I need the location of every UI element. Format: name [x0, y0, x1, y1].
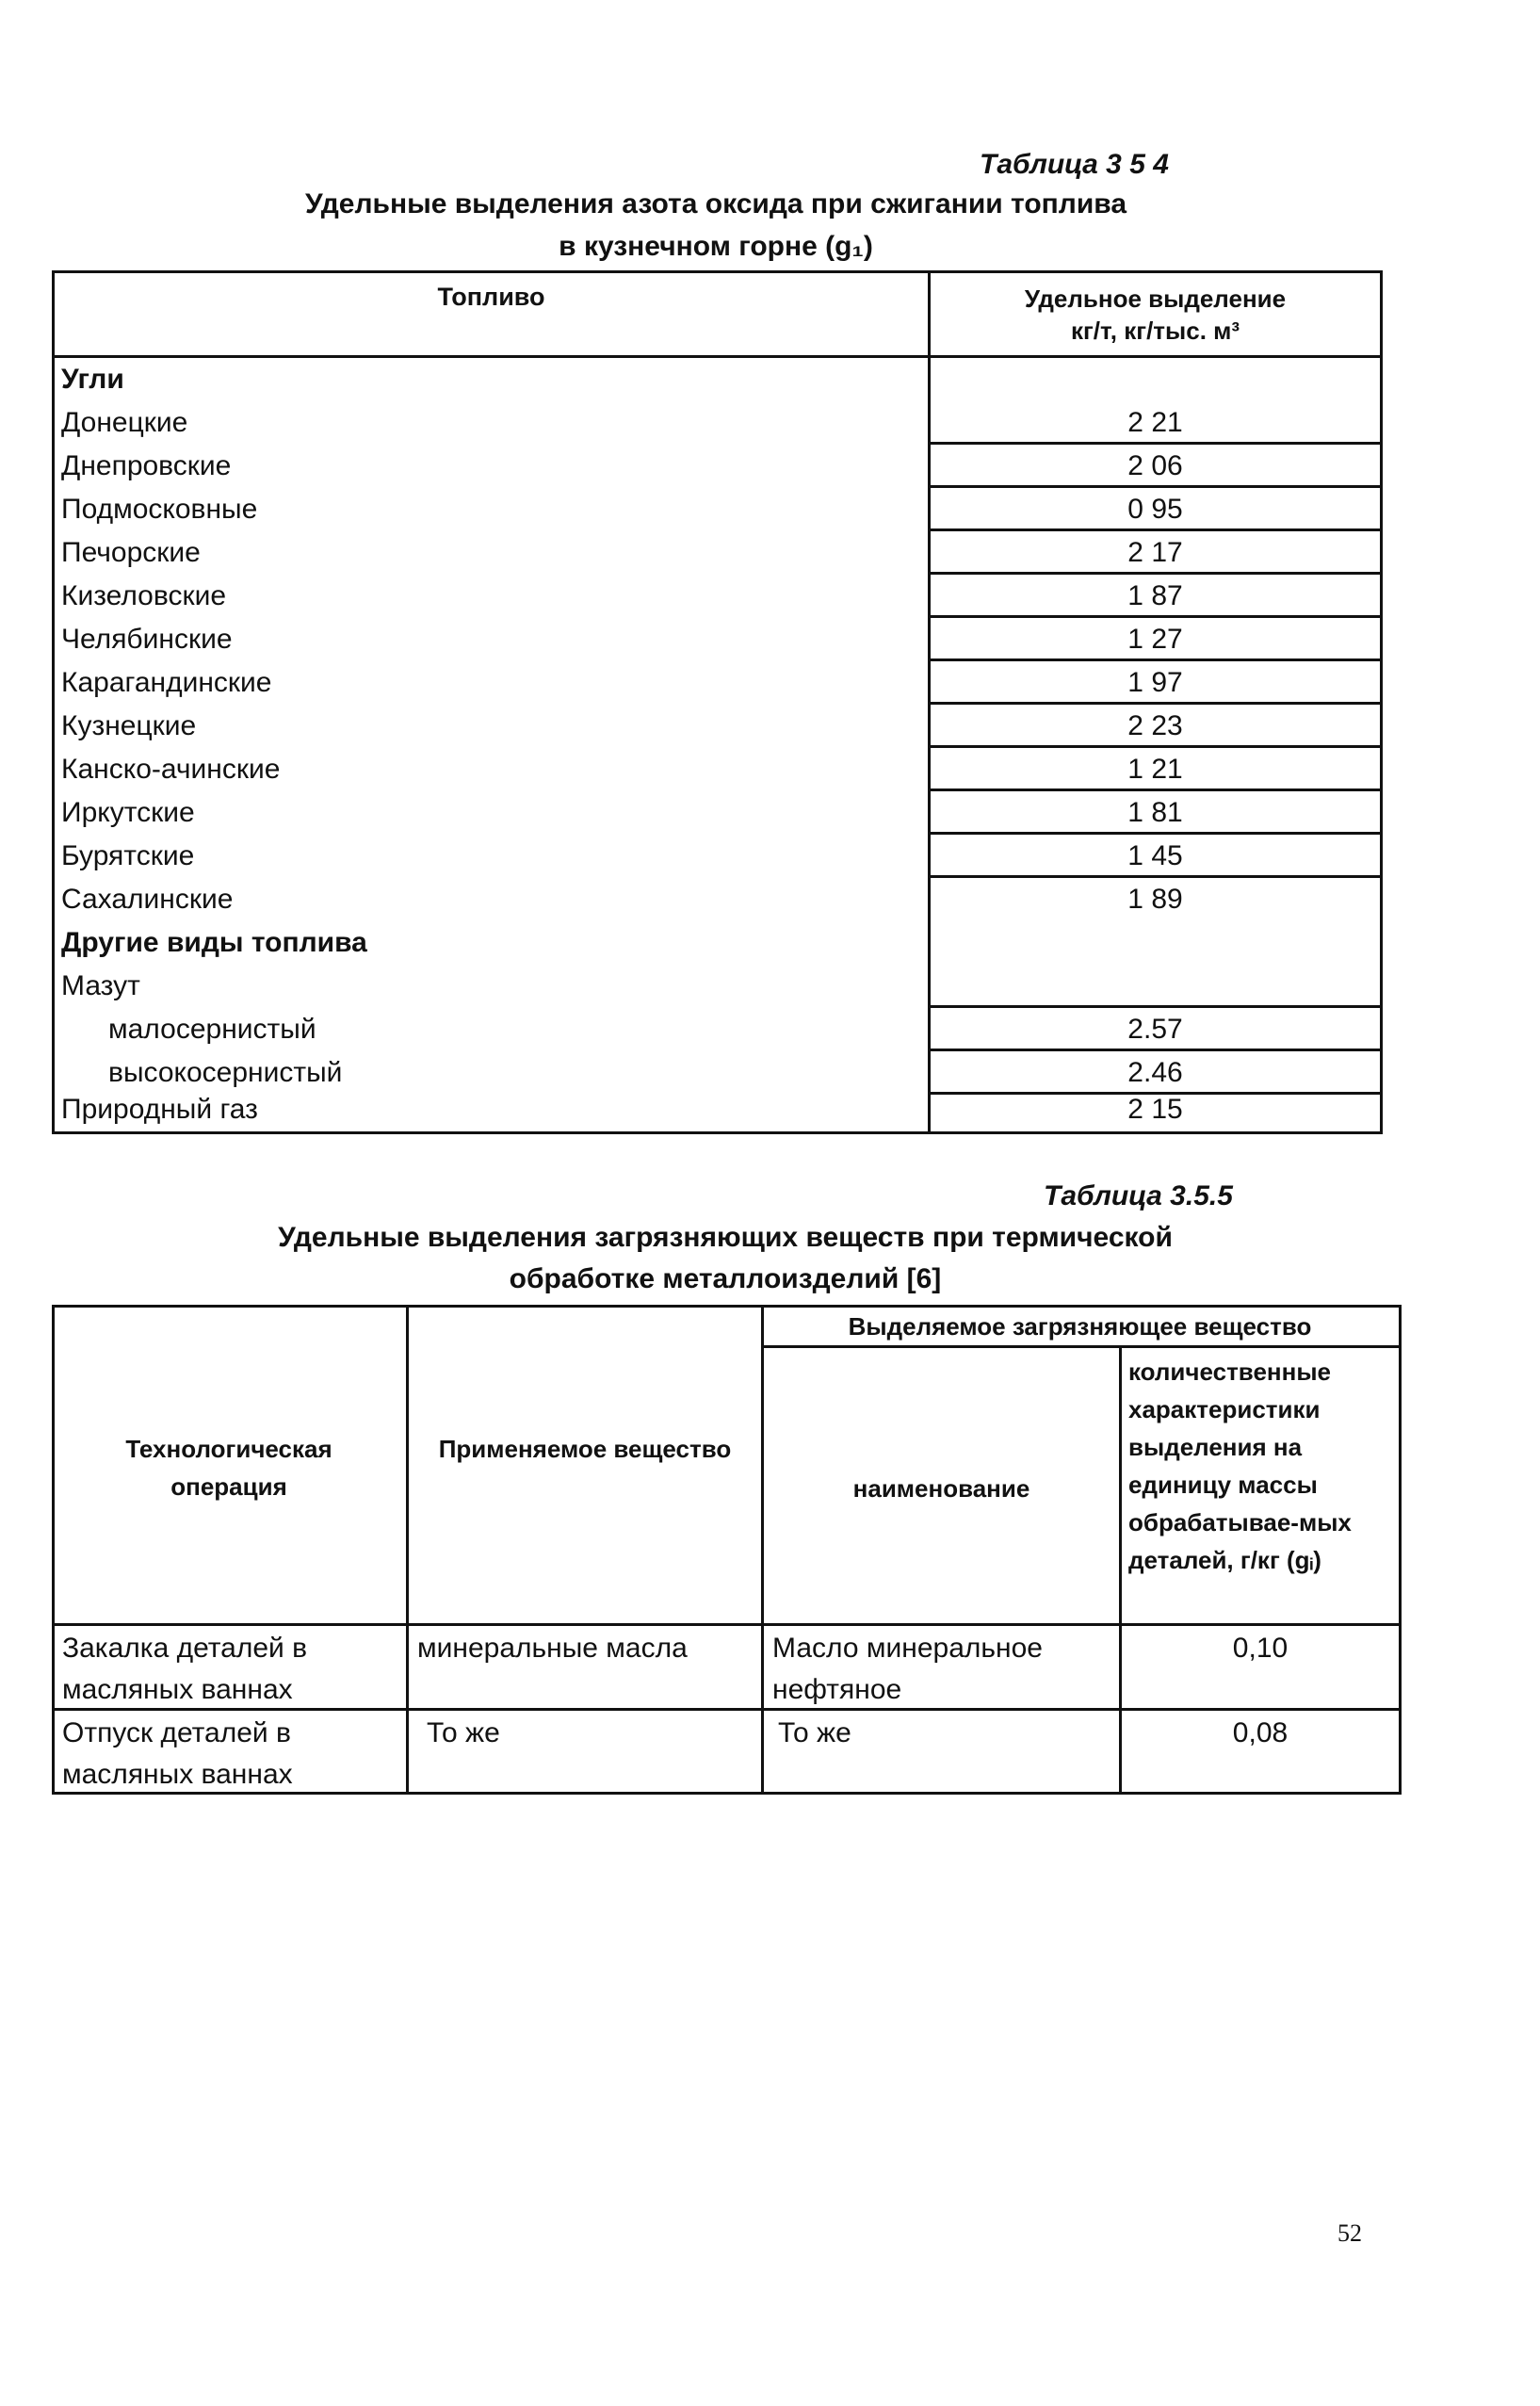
fuel-value: 2 21 [1127, 407, 1183, 438]
fuel-name: малосернистый [108, 1014, 316, 1045]
page-number: 52 [1337, 2219, 1362, 2247]
table-row [55, 531, 1380, 575]
fuel-name: Другие виды топлива [61, 927, 367, 958]
fuel-value: 2 15 [1127, 1094, 1183, 1125]
table2-title-line2: обработке металлоизделий [6] [509, 1263, 942, 1294]
header-substance: Применяемое вещество [438, 1435, 732, 1463]
table-row [55, 748, 1380, 791]
col-header-value-line2: кг/т, кг/тыс. м³ [1070, 317, 1240, 345]
fuel-name: Природный газ [61, 1094, 258, 1125]
fuel-name: Иркутские [61, 797, 195, 828]
cell-pollutant: То же [778, 1717, 851, 1748]
cell-pollutant: Масло минеральное нефтяное [772, 1633, 1043, 1705]
fuel-value: 1 27 [1127, 624, 1183, 655]
header-operation: Технологическая операция [125, 1435, 332, 1501]
fuel-name: Днепровские [61, 450, 232, 481]
table-row [55, 835, 1380, 878]
header-pollutant-name: наименование [852, 1474, 1030, 1503]
table-row [55, 445, 1380, 488]
fuel-value: 1 87 [1127, 580, 1183, 611]
table1-header [55, 273, 1380, 358]
fuel-name: Бурятские [61, 840, 195, 871]
fuel-value: 0 95 [1127, 494, 1183, 525]
fuel-name: Карагандинские [61, 667, 272, 698]
fuel-name: Челябинские [61, 624, 233, 655]
table1-label: Таблица 3 5 4 [980, 149, 1169, 180]
fuel-value: 2.57 [1127, 1014, 1183, 1045]
table2-title-line1: Удельные выделения загрязняющих веществ при термической [278, 1222, 1173, 1253]
table-row [55, 921, 1380, 965]
table1-title-line2: в кузнечном горне (g₁) [559, 231, 873, 262]
table-row [55, 661, 1380, 705]
fuel-name: Донецкие [61, 407, 188, 438]
fuel-name: Угли [61, 364, 124, 395]
table-row [55, 705, 1380, 748]
fuel-name: Печорские [61, 537, 201, 568]
header-quantity: количественные характеристики выделения на единицу массы обрабатывае-мых деталей, г/кг (gᵢ) [1128, 1357, 1352, 1574]
table-row [55, 358, 1380, 401]
table-row [55, 488, 1380, 531]
table-row [55, 618, 1380, 661]
table-row [55, 878, 1380, 921]
fuel-value: 1 97 [1127, 667, 1183, 698]
table1-title-line1: Удельные выделения азота оксида при сжигании топлива [304, 188, 1127, 219]
col-header-value-line1: Удельное выделение [1024, 284, 1287, 313]
table-row [55, 1008, 1380, 1051]
cell-value: 0,08 [1232, 1717, 1289, 1748]
fuel-name: Подмосковные [61, 494, 258, 525]
col-header-value [931, 283, 1380, 347]
cell-substance: То же [427, 1717, 500, 1748]
fuel-value: 1 45 [1127, 840, 1183, 871]
cell-operation: Закалка деталей в масляных ваннах [62, 1633, 308, 1705]
fuel-value: 1 21 [1127, 754, 1183, 785]
fuel-value: 1 89 [1127, 884, 1183, 915]
heat-treatment-table [52, 1305, 1402, 1795]
fuel-value: 1 81 [1127, 797, 1183, 828]
fuel-value: 2 17 [1127, 537, 1183, 568]
col-header-fuel: Топливо [437, 283, 545, 311]
fuel-name: Кизеловские [61, 580, 227, 611]
table-row [55, 575, 1380, 618]
fuel-value: 2.46 [1127, 1057, 1183, 1088]
table-row [55, 791, 1380, 835]
table-row [55, 401, 1380, 445]
table-row [55, 1088, 1380, 1131]
cell-operation: Отпуск деталей в масляных ваннах [62, 1717, 293, 1790]
fuel-name: высокосернистый [108, 1057, 343, 1088]
cell-value: 0,10 [1232, 1633, 1289, 1664]
header-pollutant-group: Выделяемое загрязняющее вещество [848, 1312, 1312, 1341]
table2-label: Таблица 3.5.5 [1044, 1180, 1233, 1211]
cell-substance: минеральные масла [417, 1633, 688, 1664]
fuel-value: 2 23 [1127, 710, 1183, 741]
fuel-name: Сахалинские [61, 884, 234, 915]
fuel-name: Кузнецкие [61, 710, 197, 741]
table-row [55, 965, 1380, 1008]
fuel-name: Канско-ачинские [61, 754, 281, 785]
fuel-name: Мазут [61, 970, 140, 1001]
fuel-emission-table [52, 270, 1383, 1134]
fuel-value: 2 06 [1127, 450, 1183, 481]
